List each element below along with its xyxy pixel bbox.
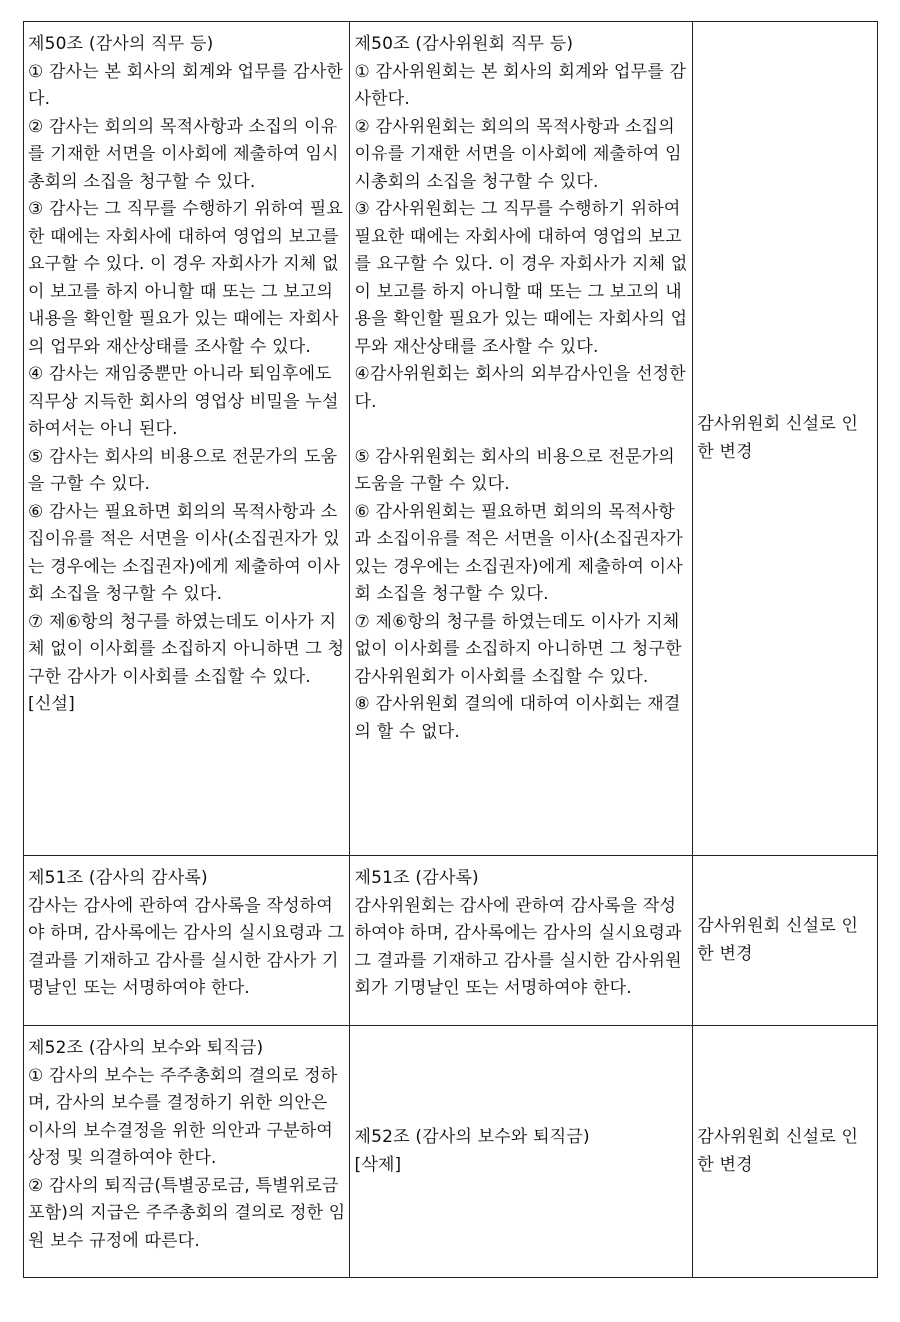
clause: ② 감사는 회의의 목적사항과 소집의 이유를 기재한 서면을 이사회에 제출하여 임시총회의 소집을 청구할 수 있다.	[28, 116, 339, 192]
change-reason: 감사위원회 신설로 인한 변경	[697, 414, 859, 462]
article-heading: 제51조 (감사록)	[354, 868, 479, 888]
reason-cell	[693, 22, 878, 856]
reason-cell	[693, 856, 878, 1026]
clause: ④감사위원회는 회사의 외부감사인을 선정한다.	[354, 364, 686, 412]
article-heading: 제51조 (감사의 감사록)	[28, 868, 208, 888]
clause: ③ 감사는 그 직무를 수행하기 위하여 필요한 때에는 자회사에 대하여 영업의 보고를 요구할 수 있다. 이 경우 자회사가 지체 없이 보고를 하지 아니할 때 또는 그 보고의 내용을 확인할 필요가 있는 때에는 자회사의 업무와 재산상태를 조사할 수 있다.	[28, 199, 344, 357]
clause: 감사는 감사에 관하여 감사록을 작성하여야 하며, 감사록에는 감사의 실시요령과 그 결과를 기재하고 감사를 실시한 감사가 기명날인 또는 서명하여야 한다.	[28, 895, 345, 998]
article-heading: 제50조 (감사의 직무 등)	[28, 34, 214, 54]
change-reason: 감사위원회 신설로 인한 변경	[697, 916, 859, 964]
articles-comparison-table	[23, 21, 878, 1278]
clause: ④ 감사는 재임중뿐만 아니라 퇴임후에도 직무상 지득한 회사의 영업상 비밀을 누설하여서는 아니 된다.	[28, 364, 339, 439]
spacer	[354, 416, 688, 444]
clause: ① 감사의 보수는 주주총회의 결의로 정하며, 감사의 보수를 결정하기 위한 의안은 이사의 보수결정을 위한 의안과 구분하여 상정 및 의결하여야 한다.	[28, 1065, 338, 1168]
article-heading: 제50조 (감사위원회 직무 등)	[354, 34, 574, 54]
table-row-article-51	[24, 856, 878, 1026]
new-clause-marker: [신설]	[28, 694, 75, 714]
current-text-cell	[24, 1026, 350, 1278]
article-heading: 제52조 (감사의 보수와 퇴직금)	[28, 1038, 264, 1058]
article-heading: 제52조 (감사의 보수와 퇴직금)	[354, 1127, 590, 1147]
clause: ① 감사위원회는 본 회사의 회계와 업무를 감사한다.	[354, 61, 687, 109]
clause: 감사위원회는 감사에 관하여 감사록을 작성하여야 하며, 감사록에는 감사의 실시요령과 그 결과를 기재하고 감사를 실시한 감사위원회가 기명날인 또는 서명하여야 한다.	[354, 895, 682, 998]
current-text-cell	[24, 856, 350, 1026]
clause: ⑤ 감사는 회사의 비용으로 전문가의 도움을 구할 수 있다.	[28, 446, 338, 494]
deleted-marker: [삭제]	[354, 1154, 402, 1175]
clause: ⑦ 제⑥항의 청구를 하였는데도 이사가 지체 없이 이사회를 소집하지 아니하면 그 청구한 감사위원회가 이사회를 소집할 수 있다.	[354, 611, 682, 687]
change-reason: 감사위원회 신설로 인한 변경	[697, 1127, 859, 1175]
clause: ② 감사의 퇴직금(특별공로금, 특별위로금 포함)의 지급은 주주총회의 결의로 정한 임원 보수 규정에 따른다.	[28, 1175, 346, 1251]
clause: ⑥ 감사위원회는 필요하면 회의의 목적사항과 소집이유를 적은 서면을 이사(소집권자가 있는 경우에는 소집권자)에게 제출하여 이사회 소집을 청구할 수 있다.	[354, 501, 683, 604]
table-row-article-52	[24, 1026, 878, 1278]
amended-text-cell	[350, 22, 693, 856]
current-text-cell	[24, 22, 350, 856]
table-row-article-50	[24, 22, 878, 856]
clause: ② 감사위원회는 회의의 목적사항과 소집의 이유를 기재한 서면을 이사회에 제출하여 임시총회의 소집을 청구할 수 있다.	[354, 116, 682, 192]
clause: ③ 감사위원회는 그 직무를 수행하기 위하여 필요한 때에는 자회사에 대하여 영업의 보고를 요구할 수 있다. 이 경우 자회사가 지체 없이 보고를 하지 아니할 때 또는 그 보고의 내용을 확인할 필요가 있는 때에는 자회사의 업무와 재산상태를 조사할 수 있다.	[354, 199, 688, 357]
amended-text-cell	[350, 856, 693, 1026]
clause: ⑥ 감사는 필요하면 회의의 목적사항과 소집이유를 적은 서면을 이사(소집권자가 있는 경우에는 소집권자)에게 제출하여 이사회 소집을 청구할 수 있다.	[28, 501, 340, 604]
clause: ⑤ 감사위원회는 회사의 비용으로 전문가의 도움을 구할 수 있다.	[354, 446, 675, 494]
clause: ⑦ 제⑥항의 청구를 하였는데도 이사가 지체 없이 이사회를 소집하지 아니하면 그 청구한 감사가 이사회를 소집할 수 있다.	[28, 611, 345, 687]
reason-cell	[693, 1026, 878, 1278]
amended-text-cell	[350, 1026, 693, 1278]
clause: ① 감사는 본 회사의 회계와 업무를 감사한다.	[28, 61, 344, 109]
clause: ⑧ 감사위원회 결의에 대하여 이사회는 재결의 할 수 없다.	[354, 694, 681, 742]
